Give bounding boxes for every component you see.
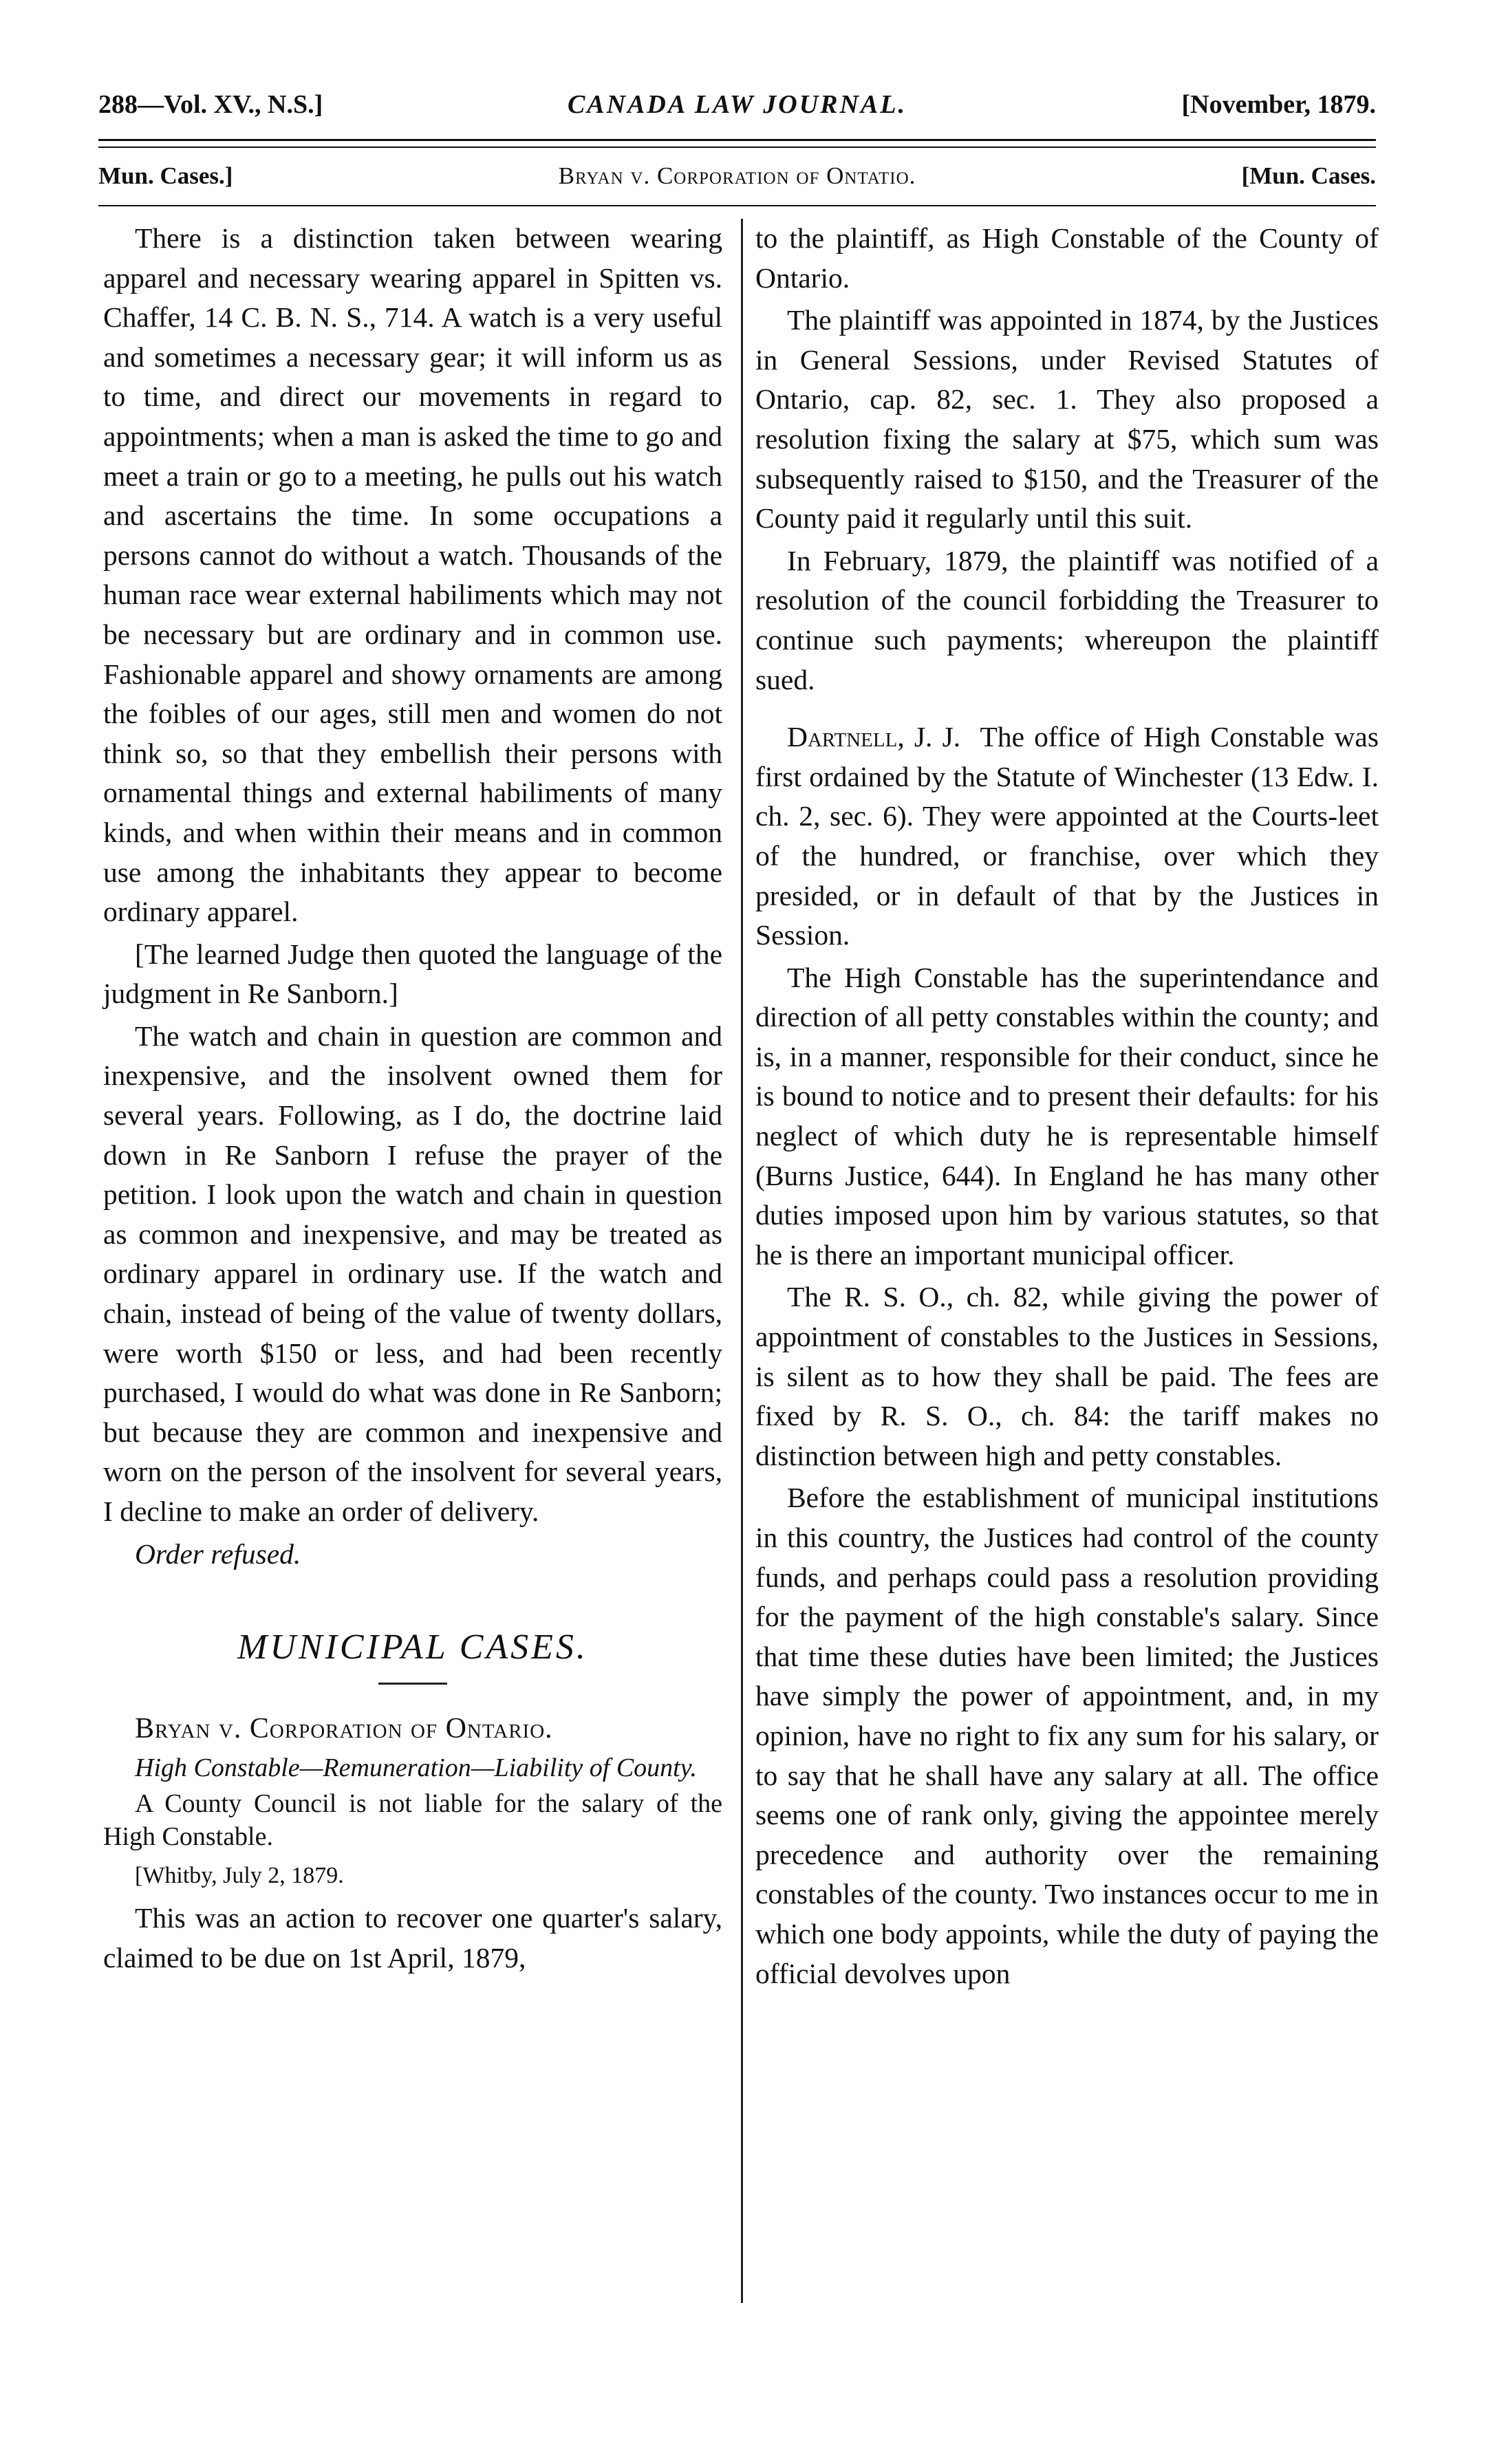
paragraph: Before the establishment of municipal institutions in this country, the Justices had control of the county funds, and perhaps could pass a resolution providing for the payment of the high constable's salary. Since that time these duties have been limited; the Justices have simply the power of appointment, and, in my opinion, have no right to fix any sum for his salary, or to say that he shall have any salary at all. The office seems one of rank only, giving the appointee merely precedence and authority over the remaining constables of the county. Two instances occur to me in which one body appoints, while the duty of paying the official devolves upon [755,1482,1379,1989]
right-column [755,219,1379,1996]
page-volume: 288—Vol. XV., N.S.] [98,90,323,119]
place-date: [Whitby, July 2, 1879. [135,1863,344,1889]
paragraph: to the plaintiff, as High Constable of the County of Ontario. [755,222,1379,294]
issue-date: [November, 1879. [1181,90,1376,119]
section-left-label: Mun. Cases.] [98,162,233,189]
paragraph: In February, 1879, the plaintiff was notified of a resolution of the council forbidding the Treasurer to continue such payments; whereupon the plaintiff sued. [755,544,1379,695]
sub-header-rule [98,205,1376,206]
judgment-text: The office of High Constable was first ordained by the Statute of Winchester (13 Edw. I. ch. 2, sec. 6). They were appointed at the Courts-leet of the hundred, or franchise, over which they presided, or in default of that by the Justices in Session. [755,721,1379,951]
paragraph: This was an action to recover one quarter's salary, claimed to be due on 1st April, 1879, [103,1901,722,1974]
header-rule-double [98,147,1376,148]
section-right-label: [Mun. Cases. [1241,162,1376,189]
paragraph: The plaintiff was appointed in 1874, by the Justices in General Sessions, under Revised Statutes of Ontario, cap. 82, sec. 1. They also proposed a resolution fixing the salary at $75, which sum was subsequently raised to $150, and the Treasurer of the County paid it regularly until this suit. [755,304,1379,534]
column-divider [741,219,743,2303]
section-divider [378,1683,447,1685]
sub-header [98,162,1376,197]
header-rule-top [98,139,1376,141]
journal-title: CANADA LAW JOURNAL. [567,90,907,119]
paragraph: There is a distinction taken between wearing apparel and necessary wearing apparel in Spitten vs. Chaffer, 14 C. B. N. S., 714. A watch is a very useful and sometimes a necessary gear; it will inform us as to time, and direct our movements in regard to appointments; when a man is asked the time to go and meet a train or go to a meeting, he pulls out his watch and ascertains the time. In some occupations a persons cannot do without a watch. Thousands of the human race wear external habiliments which may not be necessary but are ordinary and in common use. Fashionable apparel and showy ornaments are among the foibles of our ages, still men and women do not think so, so that they embellish their persons with ornamental things and external habiliments of many kinds, and when within their means and in common use among the inhabitants they appear to become ordinary apparel. [103,222,722,928]
order-line: Order refused. [135,1537,301,1570]
paragraph: The R. S. O., ch. 82, while giving the power of appointment of constables to the Justices in Sessions, is silent as to how they shall be paid. The fees are fixed by R. S. O., ch. 84: the tariff makes no distinction between high and petty constables. [755,1281,1379,1471]
case-subtitle: High Constable—Remuneration—Liability of County. [135,1753,697,1783]
section-heading: MUNICIPAL CASES. [237,1628,588,1667]
left-column [103,219,722,1980]
paragraph: The watch and chain in question are common and inexpensive, and the insolvent owned them for several years. Following, as I do, the doctrine laid down in Re Sanborn I refuse the prayer of the petition. I look upon the watch and chain in question as common and inexpensive, and may be treated as ordinary apparel in ordinary use. If the watch and chain, instead of being of the value of twenty dollars, were worth $150 or less, and had been recently purchased, I would do what was done in Re Sanborn; but because they are common and inexpensive and worn on the person of the insolvent for several years, I decline to make an order of delivery. [103,1019,722,1527]
case-title: Bryan v. Corporation of Ontario. [135,1712,553,1744]
paragraph: The High Constable has the superintendance and direction of all petty constables within the county; and is, in a manner, responsible for their conduct, since he is bound to notice and to present their defaults: for his neglect of which duty he is representable himself (Burns Justice, 644). In England he has many other duties imposed upon him by various statutes, so that he is there an important municipal officer. [755,961,1379,1271]
judge-name: Dartnell, J. J. [787,721,961,753]
running-header [98,89,1376,131]
judgment-paragraph [755,717,1379,955]
paragraph: [The learned Judge then quoted the language of the judgment in Re Sanborn.] [103,938,722,1010]
headnote: A County Council is not liable for the salary of the High Constable. [103,1789,722,1852]
case-running-title: Bryan v. Corporation of Ontatio. [558,162,916,189]
